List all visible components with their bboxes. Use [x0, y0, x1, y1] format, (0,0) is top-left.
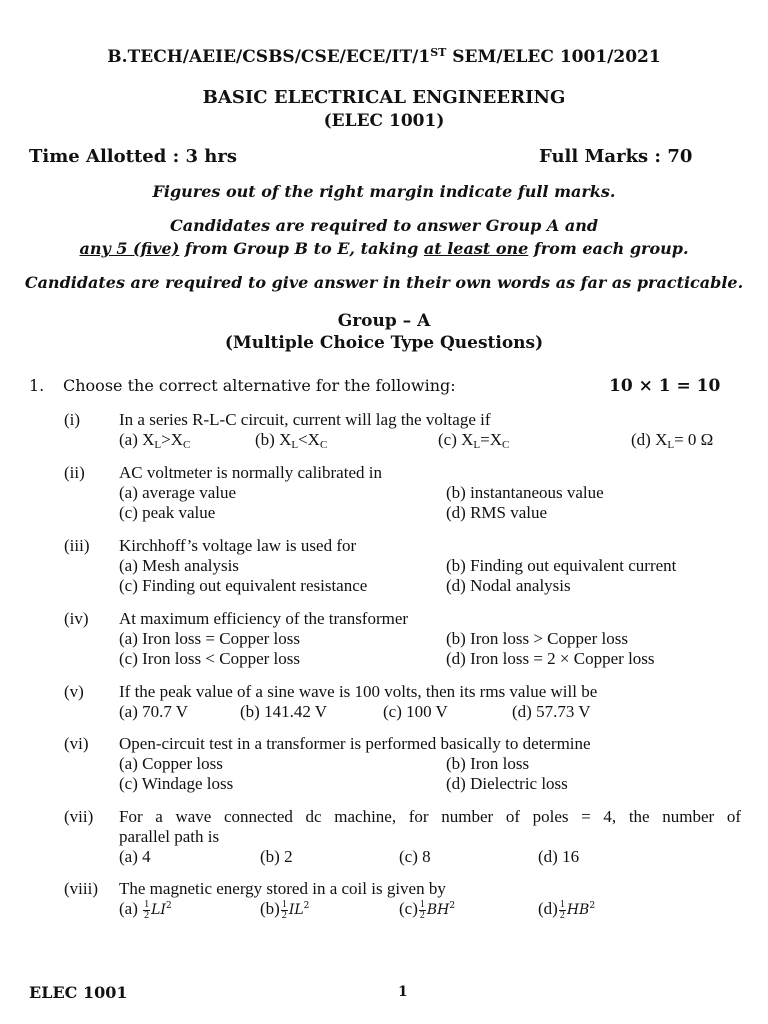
course-code-line: B.TECH/AEIE/CSBS/CSE/ECE/IT/1ST SEM/ELEC 1001/2021 [107, 46, 661, 67]
question-marks: 10 × 1 = 10 [609, 376, 721, 396]
item-question: For a wave connected dc machine, for number of poles = 4, the number of [119, 807, 741, 826]
fraction-half: $\frac{1}{2}$ [144, 898, 150, 921]
item-question: Kirchhoff’s voltage law is used for [119, 536, 357, 555]
option-b: (b) instantaneous value [446, 483, 604, 502]
option-a: (a) 70.7 V [119, 702, 189, 721]
item-number: (v) [64, 682, 84, 701]
option-a: (a) 4 [119, 847, 151, 866]
item-question: If the peak value of a sine wave is 100 volts, then its rms value will be [119, 682, 598, 701]
item-question: In a series R-L-C circuit, current will lag the voltage if [119, 410, 491, 429]
item-question: Open-circuit test in a transformer is performed basically to determine [119, 734, 591, 753]
option-d: (d) 57.73 V [512, 702, 591, 721]
paper-subtitle: (ELEC 1001) [323, 111, 445, 131]
group-type: (Multiple Choice Type Questions) [224, 333, 544, 353]
instruction-margin-marks: Figures out of the right margin indicate full marks. [152, 182, 616, 201]
item-number: (iv) [64, 609, 89, 628]
item-number: (i) [64, 410, 81, 429]
item-number: (vii) [64, 807, 94, 826]
time-allotted: Time Allotted : 3 hrs [29, 146, 237, 167]
group-title: Group – A [337, 311, 431, 331]
instruction-any-five: any 5 (five) from Group B to E, taking at least one from each group. [79, 239, 689, 258]
paper-title: BASIC ELECTRICAL ENGINEERING [202, 87, 566, 108]
item-number: (iii) [64, 536, 90, 555]
option-c: (c) $X_L=X_C$ [438, 430, 510, 451]
fraction-half: $\frac{1}{2}$ [419, 898, 425, 921]
option-a: (a) $X_L>X_C$ [119, 430, 191, 451]
item-number: (ii) [64, 463, 85, 482]
option-c: (c) Finding out equivalent resistance [119, 576, 368, 595]
full-marks: Full Marks : 70 [539, 146, 693, 167]
option-b: (b) Finding out equivalent current [446, 556, 677, 575]
option-c: (c) 100 V [383, 702, 448, 721]
option-d: (d) RMS value [446, 503, 548, 522]
fraction-half: $\frac{1}{2}$ [559, 898, 565, 921]
footer-course-code: ELEC 1001 [29, 983, 128, 1002]
option-b: (b) Iron loss > Copper loss [446, 629, 628, 648]
option-c: (c) Windage loss [119, 774, 234, 793]
page-number: 1 [398, 984, 408, 1000]
option-a: (a) average value [119, 483, 237, 502]
option-d: (d) Iron loss = 2 × Copper loss [446, 649, 655, 668]
question-text: Choose the correct alternative for the following: [63, 376, 456, 395]
option-d: (d) 16 [538, 847, 580, 866]
option-c: (c) $\frac{1}{2}$ $BH^2$ [399, 898, 456, 921]
option-c: (c) Iron loss < Copper loss [119, 649, 300, 668]
item-question-continued: parallel path is [119, 827, 220, 846]
option-a: (a) Iron loss = Copper loss [119, 629, 300, 648]
option-b: (b) $X_L<X_C$ [255, 430, 328, 451]
option-b: (b) 141.42 V [240, 702, 328, 721]
option-b: (b) Iron loss [446, 754, 530, 773]
item-number: (vi) [64, 734, 89, 753]
fraction-half: $\frac{1}{2}$ [281, 898, 287, 921]
instruction-answer-group: Candidates are required to answer Group A and [169, 216, 599, 235]
item-question: AC voltmeter is normally calibrated in [119, 463, 382, 482]
item-number: (viii) [64, 879, 98, 898]
item-question: At maximum efficiency of the transformer [119, 609, 409, 628]
option-a: (a) Mesh analysis [119, 556, 239, 575]
option-c: (c) 8 [399, 847, 431, 866]
option-d: (d) Nodal analysis [446, 576, 571, 595]
item-question: The magnetic energy stored in a coil is given by [119, 879, 446, 898]
option-a: (a) $\frac{1}{2}$ $LI^2$ [119, 898, 172, 921]
option-b: (b) $\frac{1}{2}$ $IL^2$ [260, 898, 310, 921]
question-number: 1. [29, 376, 45, 395]
option-c: (c) peak value [119, 503, 216, 522]
option-a: (a) Copper loss [119, 754, 223, 773]
option-d: (d) Dielectric loss [446, 774, 568, 793]
option-d: (d) $\frac{1}{2}$ $HB^2$ [538, 898, 596, 921]
option-d: (d) $X_L= 0$ Ω [631, 430, 714, 451]
option-b: (b) 2 [260, 847, 293, 866]
instruction-own-words: Candidates are required to give answer in their own words as far as practicable. [24, 273, 744, 292]
